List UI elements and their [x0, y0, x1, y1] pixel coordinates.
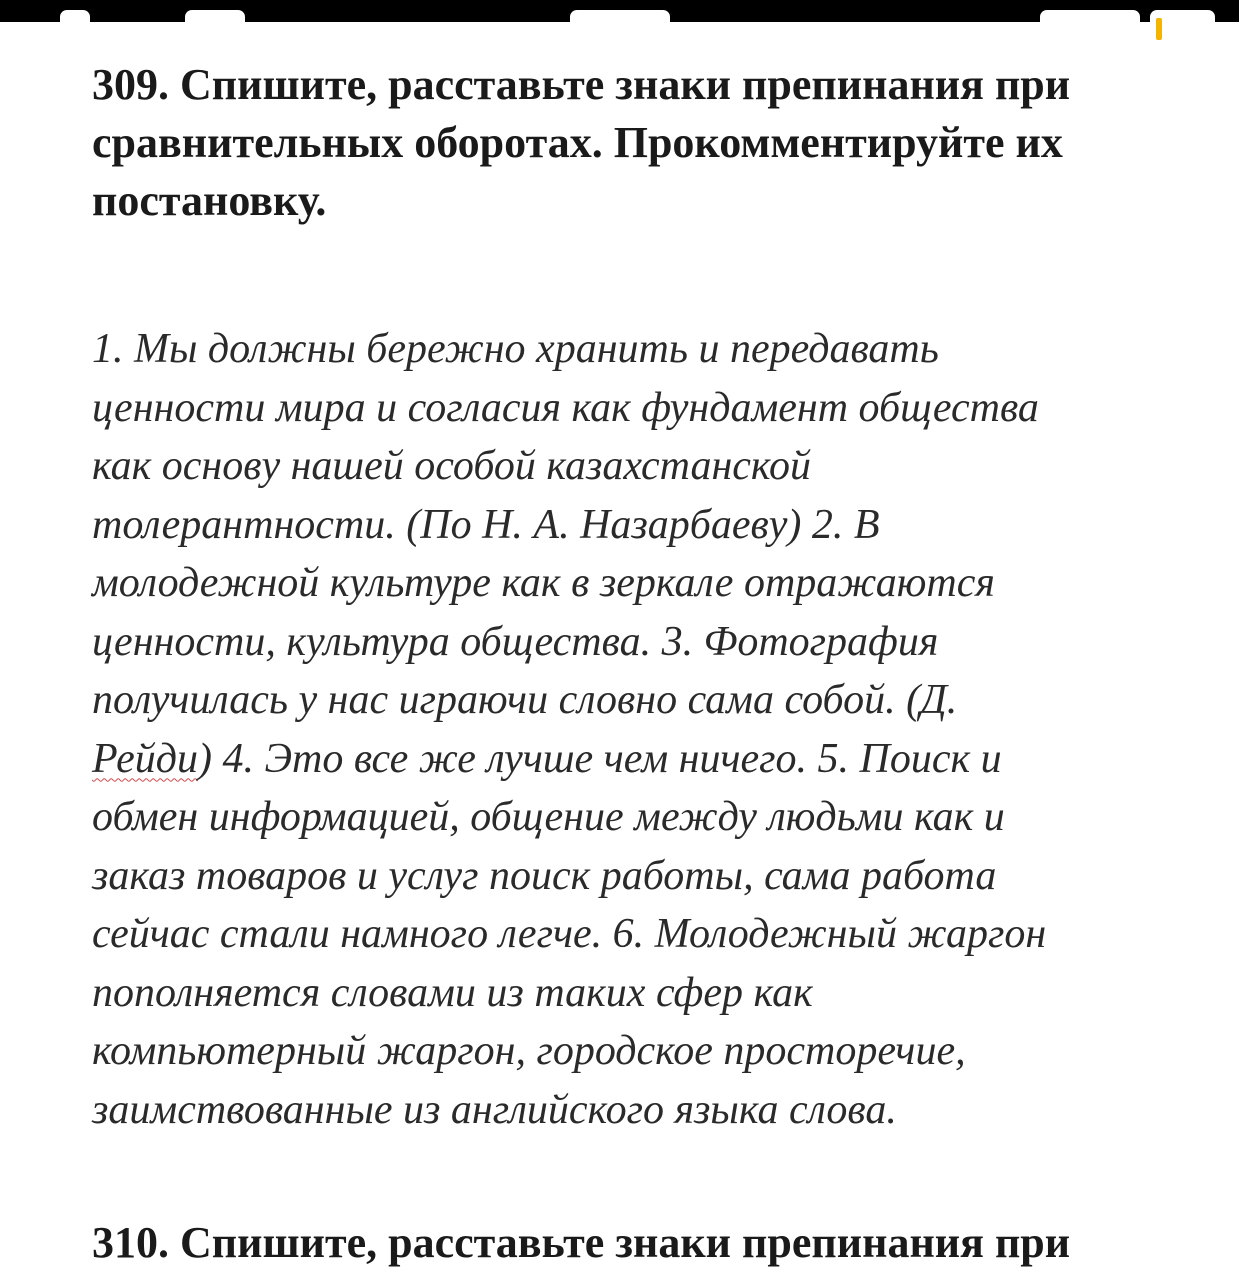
phone-status-bar: [0, 0, 1239, 22]
heading-line: постановку.: [92, 176, 327, 225]
text-line: сейчас стали намного легче. 6. Молодежный жаргон: [92, 911, 1047, 957]
text-line: молодежной культуре как в зеркале отражаются: [92, 560, 995, 606]
text-line: ценности мира и согласия как фундамент общества: [92, 384, 1039, 431]
exercise-309-text: [92, 320, 1152, 1139]
heading-line: сравнительных оборотах. Прокомментируйте их: [92, 118, 1063, 167]
battery-percent-glyph: [1040, 10, 1140, 24]
text-line: заимствованные из английского языка слова.: [92, 1086, 897, 1133]
clock-glyph: [570, 10, 670, 24]
text-line: компьютерный жаргон, городское просторечие,: [92, 1028, 966, 1074]
text-line: пополняется словами из таких сфер как: [92, 969, 813, 1016]
text-line: толерантности. (По Н. А. Назарбаеву) 2. В: [92, 501, 880, 548]
text-line: обмен информацией, общение между людьми как и: [92, 794, 1005, 840]
wifi-icon: [185, 10, 245, 24]
text-line: заказ товаров и услуг поиск работы, сама работа: [92, 852, 997, 899]
text-line: как основу нашей особой казахстанской: [92, 443, 811, 489]
heading-line: 310. Спишите, расставьте знаки препинания при: [92, 1218, 1071, 1267]
signal-icon: [60, 10, 90, 24]
exercise-310-heading: [92, 1214, 1152, 1272]
exercise-309-heading: [92, 56, 1152, 230]
text-line: получилась у нас играючи словно сама собой. (Д.: [92, 677, 958, 723]
text-fragment: ) 4. Это все же лучше чем ничего. 5. Поиск и: [198, 735, 1002, 782]
text-line: ценности, культура общества. 3. Фотография: [92, 618, 939, 665]
charging-indicator-icon: [1156, 18, 1162, 40]
text-line: [92, 730, 1152, 789]
heading-line: 309. Спишите, расставьте знаки препинания при: [92, 60, 1071, 109]
textbook-page: [92, 56, 1152, 1272]
text-line: 1. Мы должны бережно хранить и передавать: [92, 326, 939, 372]
spellcheck-marked-word: Рейди: [92, 735, 199, 782]
